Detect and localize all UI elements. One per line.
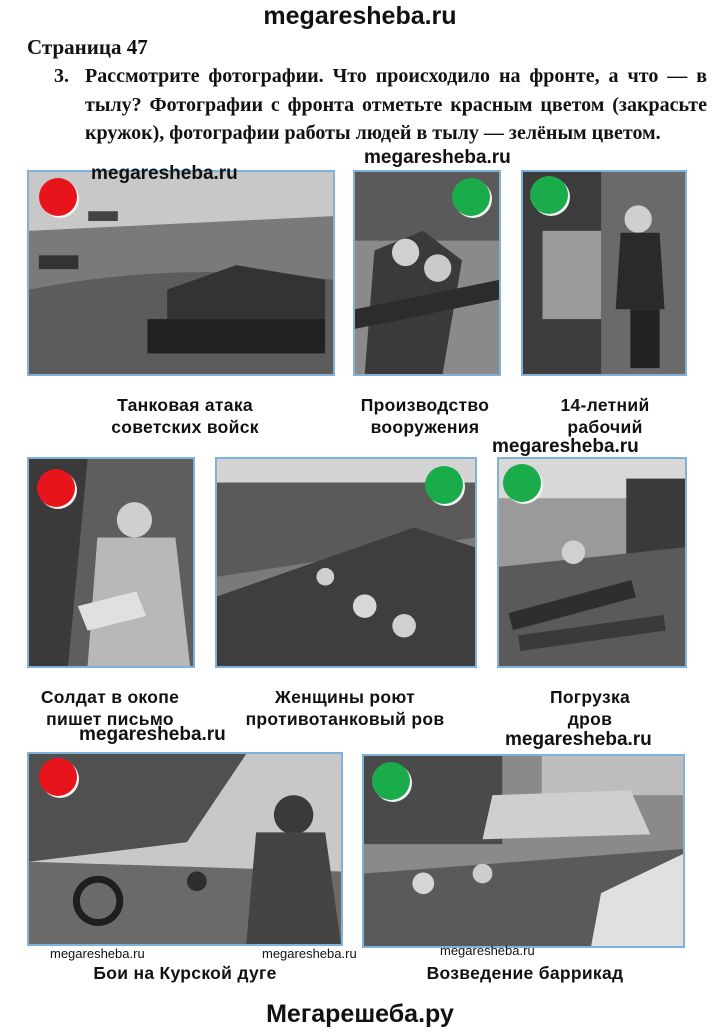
rear-marker-icon[interactable]	[530, 176, 568, 214]
rear-marker-icon[interactable]	[425, 466, 463, 504]
caption-weapons-production: Производство вооружения	[360, 395, 490, 437]
watermark: megaresheba.ru	[91, 163, 238, 184]
watermark: megaresheba.ru	[50, 946, 145, 961]
task-block	[27, 62, 707, 148]
caption-loading-firewood: Погрузка дров	[549, 687, 631, 729]
watermark: megaresheba.ru	[262, 946, 357, 961]
site-watermark-top: megaresheba.ru	[263, 2, 457, 30]
caption-teen-worker: 14-летний рабочий	[560, 395, 650, 437]
rear-marker-icon[interactable]	[503, 464, 541, 502]
watermark: megaresheba.ru	[79, 724, 226, 745]
footer-site-name: Мегарешеба.ру	[266, 1000, 454, 1028]
front-marker-icon[interactable]	[39, 758, 77, 796]
front-marker-icon[interactable]	[37, 469, 75, 507]
caption-kursk-battle: Бои на Курской дуге	[93, 963, 277, 983]
watermark: megaresheba.ru	[440, 943, 535, 958]
caption-women-digging: Женщины роют противотанковый ров	[245, 687, 445, 729]
watermark: megaresheba.ru	[364, 147, 511, 168]
caption-barricades: Возведение баррикад	[426, 963, 624, 983]
rear-marker-icon[interactable]	[452, 178, 490, 216]
caption-soldier-trench: Солдат в окопе пишет письмо	[40, 687, 180, 729]
rear-marker-icon[interactable]	[372, 762, 410, 800]
watermark: megaresheba.ru	[492, 436, 639, 457]
front-marker-icon[interactable]	[39, 178, 77, 216]
page-label: Страница 47	[27, 35, 148, 59]
task-text: Рассмотрите фотографии. Что происходило на фронте, а что — в тылу? Фотографии с фронта отметьте красным цветом (закрасьте кружок), фотографии работы людей в тылу — зелёным цветом.	[85, 65, 707, 144]
caption-tank-attack: Танковая атака советских войск	[111, 395, 259, 437]
watermark: megaresheba.ru	[505, 729, 652, 750]
photo-barricades	[362, 754, 685, 948]
task-number: 3.	[54, 65, 69, 87]
